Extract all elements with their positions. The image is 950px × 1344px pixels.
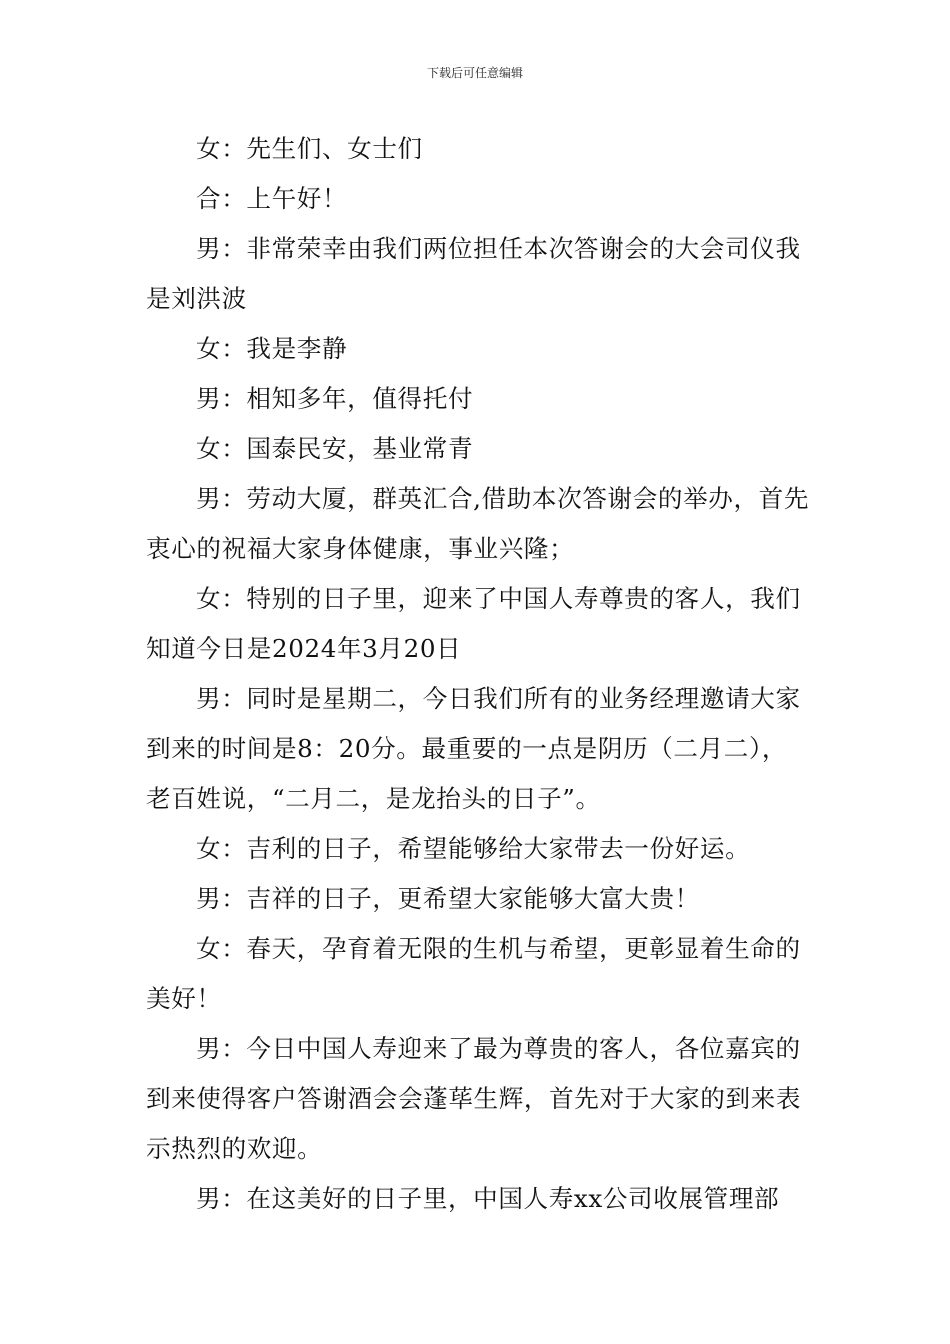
paragraph-line: 我是刘洪波 xyxy=(146,234,801,313)
paragraph-line: 家到来的时间是8：20分。最重要的一点是阴历（二月二）， xyxy=(146,684,801,763)
paragraph-line: 们知道今日是2024年3月20日 xyxy=(146,584,801,663)
page-header: 下载后可任意编辑 xyxy=(426,66,523,80)
paragraph xyxy=(146,824,812,874)
paragraph-line: 女：春天，孕育着无限的生机与希望，更彰显着生命 xyxy=(196,934,776,963)
paragraph xyxy=(146,1024,812,1174)
paragraph-line: 女：先生们、女士们 xyxy=(196,134,423,163)
paragraph xyxy=(146,874,812,924)
paragraph-line: 男：吉祥的日子，更希望大家能够大富大贵！ xyxy=(196,884,700,913)
paragraph-line: 先衷心的祝福大家身体健康，事业兴隆； xyxy=(146,484,810,563)
paragraph-line: 合：上午好！ xyxy=(196,184,348,213)
paragraph xyxy=(146,474,812,574)
paragraph-line: 的到来使得客户答谢酒会会蓬荜生辉，首先对于大家的到 xyxy=(146,1034,801,1113)
paragraph xyxy=(146,324,812,374)
paragraph-line: 男：相知多年，值得托付 xyxy=(196,384,474,413)
paragraph-line: 来表示热烈的欢迎。 xyxy=(146,1084,802,1163)
paragraph-line: 老百姓说，“二月二，是龙抬头的日子”。 xyxy=(146,784,601,813)
paragraph-line: 的美好！ xyxy=(146,934,801,1013)
paragraph xyxy=(146,374,812,424)
paragraph xyxy=(146,924,812,1024)
paragraph-line: 男：劳动大厦，群英汇合,借助本次答谢会的举办，首 xyxy=(196,484,784,513)
paragraph xyxy=(146,1174,812,1224)
paragraph xyxy=(146,224,812,324)
paragraph-line: 男：非常荣幸由我们两位担任本次答谢会的大会司仪 xyxy=(196,234,776,263)
document-body xyxy=(146,124,812,1224)
paragraph-line: 女：国泰民安，基业常青 xyxy=(196,434,474,463)
paragraph-line: 男：在这美好的日子里，中国人寿xx公司收展管理部 xyxy=(196,1184,780,1213)
paragraph xyxy=(146,174,812,224)
paragraph-line: 女：吉利的日子，希望能够给大家带去一份好运。 xyxy=(196,834,751,863)
paragraph xyxy=(146,424,812,474)
paragraph-line: 男：今日中国人寿迎来了最为尊贵的客人，各位嘉宾 xyxy=(196,1034,776,1063)
paragraph-line: 女：特别的日子里，迎来了中国人寿尊贵的客人，我 xyxy=(196,584,776,613)
paragraph-line: 男：同时是星期二，今日我们所有的业务经理邀请大 xyxy=(196,684,776,713)
paragraph xyxy=(146,574,812,674)
paragraph xyxy=(146,674,812,824)
paragraph-line: 女：我是李静 xyxy=(196,334,348,363)
paragraph xyxy=(146,124,812,174)
